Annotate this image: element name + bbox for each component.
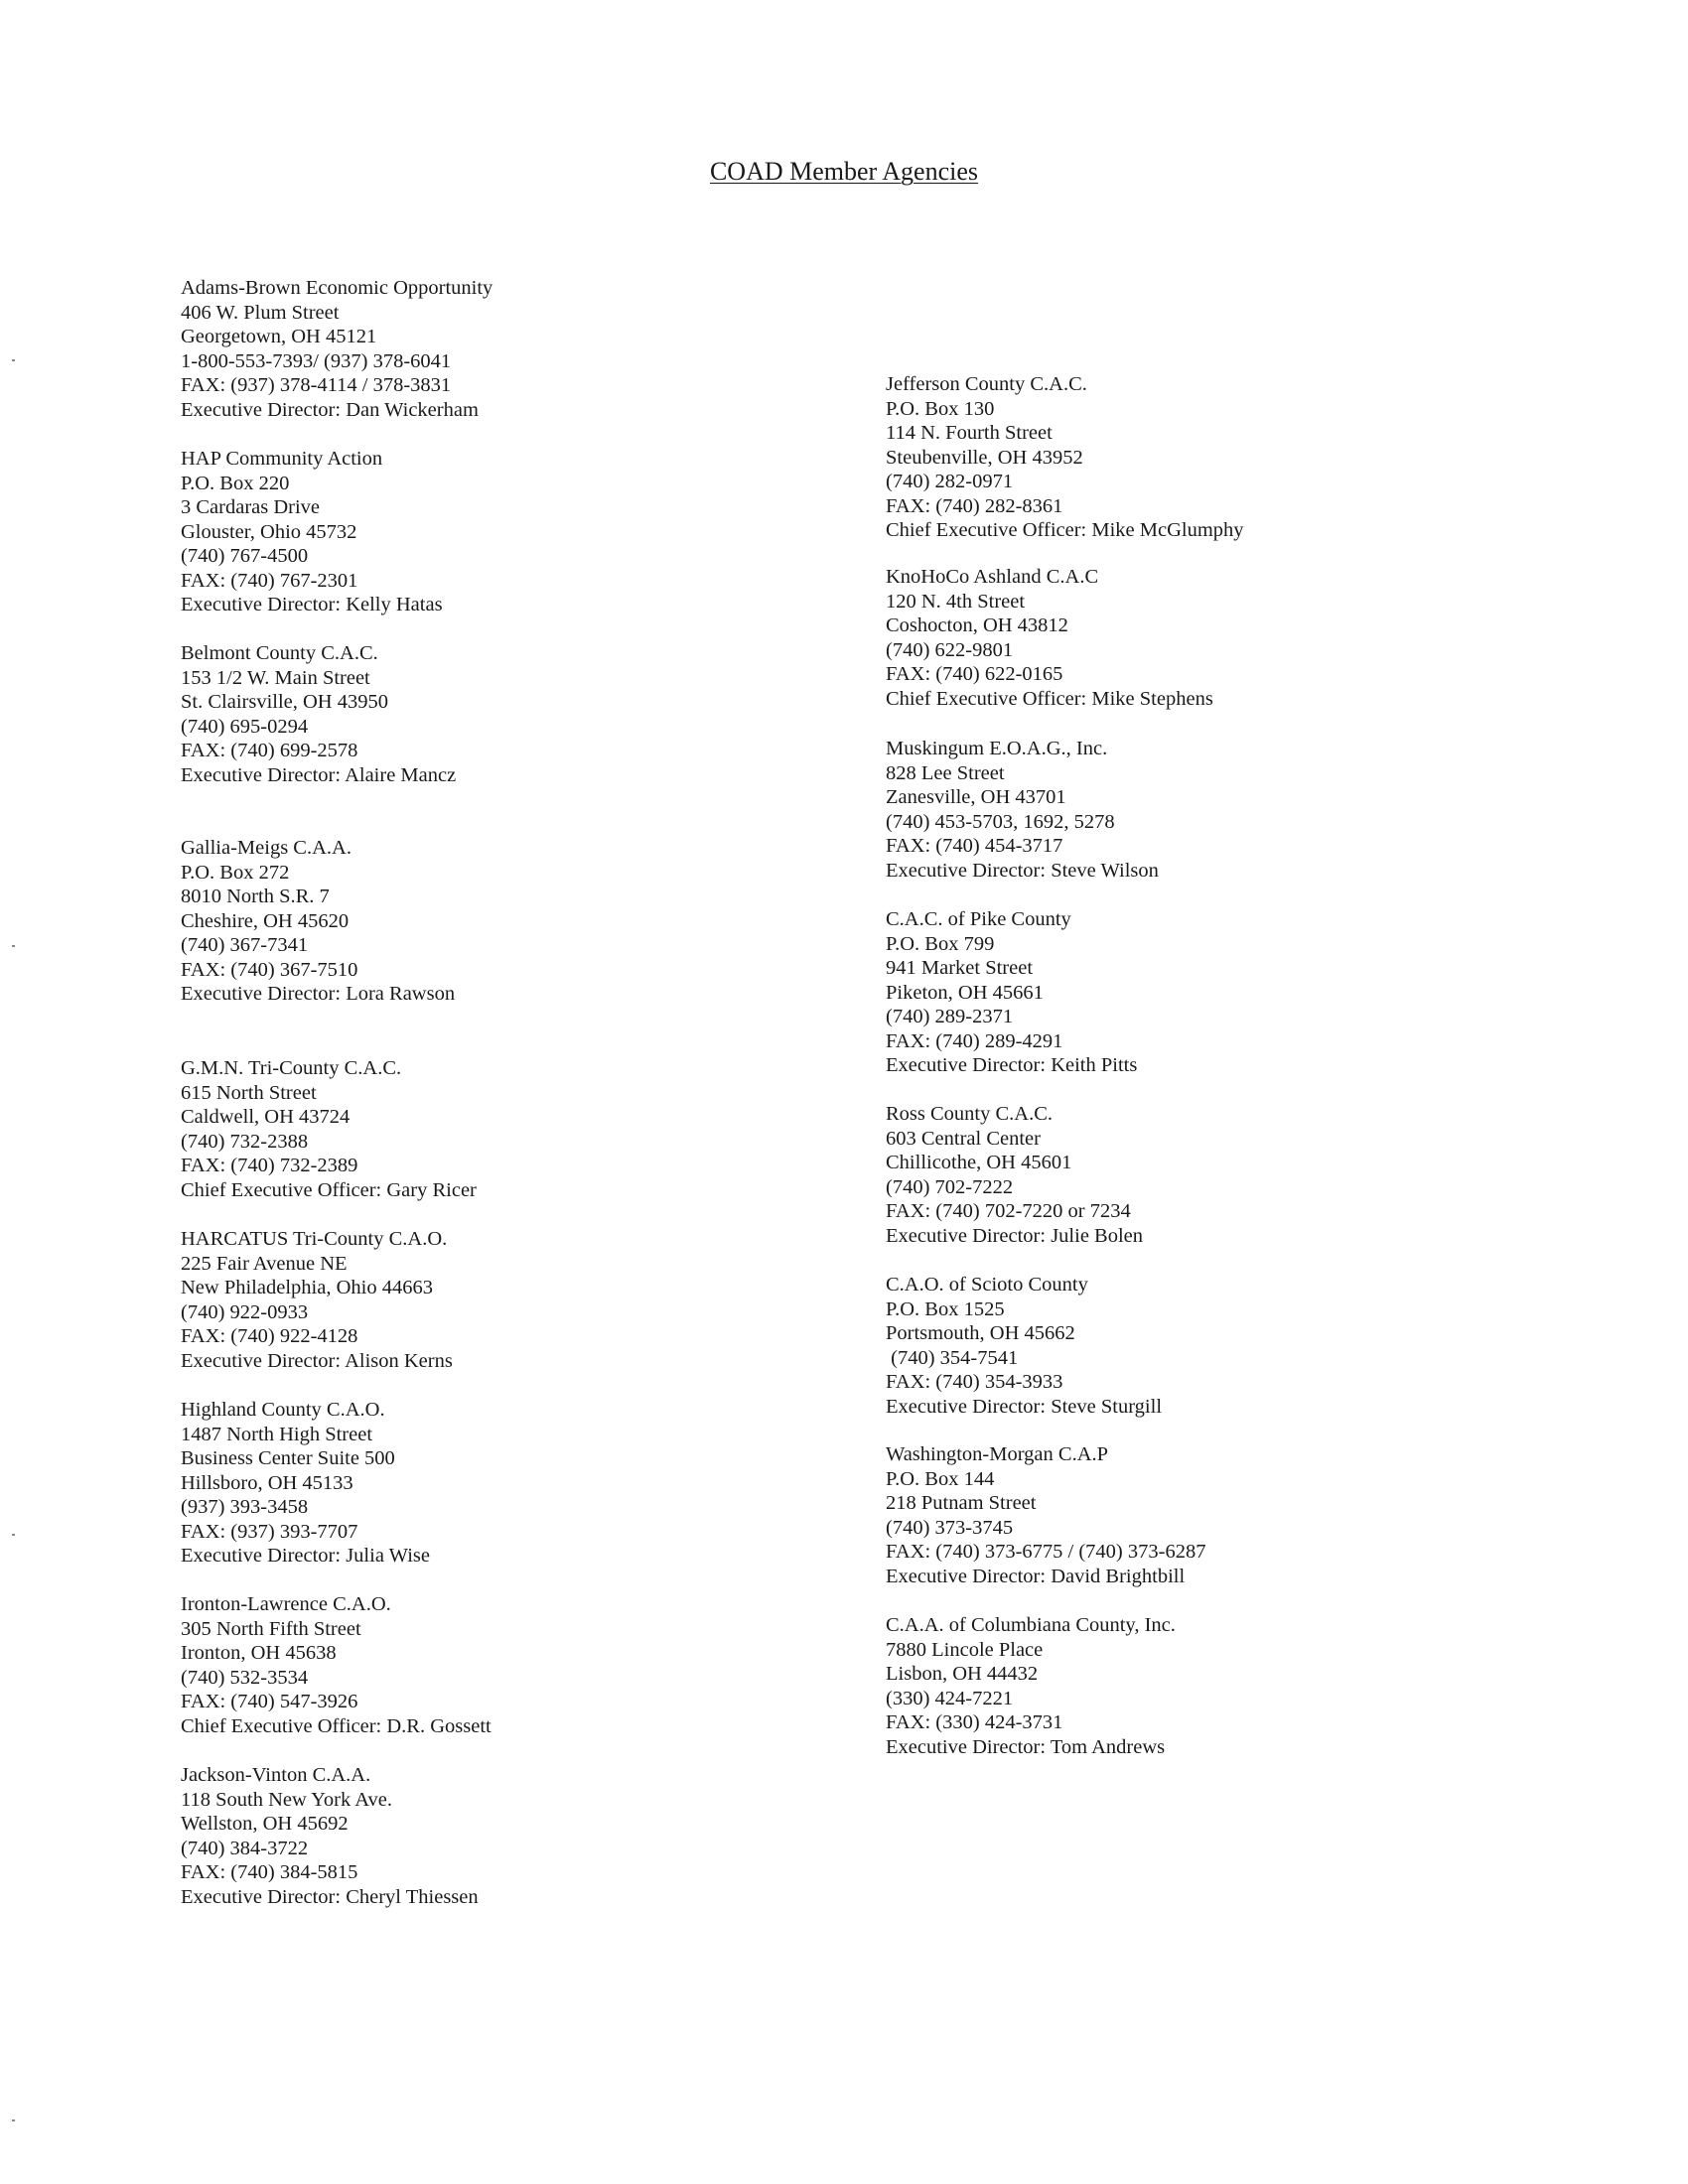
agency-line: (740) 453-5703, 1692, 5278 — [886, 810, 1115, 833]
agency-name: Jackson-Vinton C.A.A. — [181, 1764, 371, 1786]
agency-line: Executive Director: Kelly Hatas — [181, 594, 443, 615]
agency-line: FAX: (740) 367-7510 — [181, 958, 358, 981]
agency-line: 406 W. Plum Street — [181, 301, 340, 324]
agency-line: 615 North Street — [181, 1081, 317, 1104]
agency-line: Piketon, OH 45661 — [886, 981, 1044, 1004]
agency-line: Lisbon, OH 44432 — [886, 1663, 1039, 1685]
agency-name: Highland County C.A.O. — [181, 1399, 385, 1421]
agency-line: 153 1/2 W. Main Street — [181, 666, 370, 689]
agency-entry — [181, 1763, 479, 1909]
agency-name: Adams-Brown Economic Opportunity — [181, 277, 493, 299]
agency-line: Executive Director: Keith Pitts — [886, 1054, 1138, 1076]
agency-line: FAX: (740) 622-0165 — [886, 663, 1063, 685]
agency-line: 225 Fair Avenue NE — [181, 1252, 348, 1275]
agency-name: C.A.O. of Scioto County — [886, 1274, 1088, 1296]
agency-name: G.M.N. Tri-County C.A.C. — [181, 1057, 402, 1079]
agency-entry — [886, 1613, 1176, 1759]
agency-line: Zanesville, OH 43701 — [886, 786, 1066, 808]
agency-line: 118 South New York Ave. — [181, 1788, 392, 1811]
agency-line: FAX: (740) 547-3926 — [181, 1691, 358, 1712]
margin-mark — [12, 945, 15, 947]
agency-line: 7880 Lincole Place — [886, 1638, 1044, 1661]
agency-entry — [181, 641, 456, 787]
agency-line: Chillicothe, OH 45601 — [886, 1152, 1072, 1173]
agency-name: Belmont County C.A.C. — [181, 642, 378, 664]
agency-line: Executive Director: Alaire Mancz — [181, 763, 457, 786]
agency-line: FAX: (740) 702-7220 or 7234 — [886, 1200, 1131, 1222]
agency-name: Muskingum E.O.A.G., Inc. — [886, 738, 1108, 759]
agency-line: Executive Director: Steve Wilson — [886, 859, 1159, 882]
agency-line: Cheshire, OH 45620 — [181, 909, 350, 932]
agency-line: Executive Director: Julie Bolen — [886, 1224, 1144, 1247]
agency-name: HARCATUS Tri-County C.A.O. — [181, 1228, 448, 1250]
agency-line: 305 North Fifth Street — [181, 1617, 361, 1640]
agency-line: FAX: (740) 282-8361 — [886, 494, 1063, 517]
agency-line: FAX: (740) 922-4128 — [181, 1325, 358, 1347]
agency-line: Georgetown, OH 45121 — [181, 326, 377, 347]
agency-name: HAP Community Action — [181, 448, 383, 470]
agency-line: 3 Cardaras Drive — [181, 496, 321, 518]
agency-line: (740) 532-3534 — [181, 1666, 309, 1689]
margin-mark — [12, 2119, 15, 2121]
agency-line: FAX: (740) 289-4291 — [886, 1029, 1063, 1052]
agency-entry — [886, 1442, 1205, 1588]
agency-line: Executive Director: Tom Andrews — [886, 1735, 1166, 1758]
agency-line: Executive Director: Cheryl Thiessen — [181, 1885, 479, 1908]
agency-line: 8010 North S.R. 7 — [181, 886, 330, 907]
agency-line: Chief Executive Officer: Mike Stephens — [886, 687, 1213, 710]
agency-line: P.O. Box 220 — [181, 472, 290, 494]
agency-line: (740) 622-9801 — [886, 638, 1014, 661]
agency-line: FAX: (330) 424-3731 — [886, 1711, 1063, 1733]
agency-line: Hillsboro, OH 45133 — [181, 1471, 353, 1494]
agency-line: (740) 922-0933 — [181, 1300, 309, 1323]
agency-line: 114 N. Fourth Street — [886, 422, 1053, 444]
agency-line: (740) 732-2388 — [181, 1130, 309, 1153]
agency-line: FAX: (740) 384-5815 — [181, 1861, 358, 1883]
agency-name: C.A.A. of Columbiana County, Inc. — [886, 1614, 1176, 1636]
agency-line: 603 Central Center — [886, 1127, 1041, 1150]
agency-line: 120 N. 4th Street — [886, 590, 1026, 613]
agency-entry — [181, 1056, 477, 1202]
agency-entry — [886, 1102, 1143, 1248]
agency-line: Chief Executive Officer: Gary Ricer — [181, 1178, 477, 1201]
agency-line: Chief Executive Officer: D.R. Gossett — [181, 1714, 492, 1737]
margin-mark — [12, 359, 15, 361]
agency-line: Executive Director: Dan Wickerham — [181, 398, 479, 421]
margin-mark — [12, 1534, 15, 1536]
page-title: COAD Member Agencies — [709, 157, 979, 186]
agency-line: (740) 289-2371 — [886, 1006, 1014, 1027]
agency-entry — [181, 1592, 492, 1738]
agency-line: FAX: (740) 354-3933 — [886, 1371, 1063, 1393]
agency-entry — [886, 907, 1137, 1078]
agency-line: P.O. Box 1525 — [886, 1297, 1005, 1320]
agency-entry — [886, 565, 1213, 711]
agency-line: P.O. Box 144 — [886, 1467, 995, 1490]
agency-name: Jefferson County C.A.C. — [886, 373, 1087, 395]
agency-line: (740) 384-3722 — [181, 1837, 309, 1859]
agency-line: (740) 695-0294 — [181, 715, 309, 738]
agency-line: (740) 702-7222 — [886, 1175, 1014, 1198]
agency-line: Chief Executive Officer: Mike McGlumphy — [886, 519, 1244, 541]
agency-line: 828 Lee Street — [886, 761, 1005, 784]
agency-line: (330) 424-7221 — [886, 1687, 1014, 1709]
agency-line: FAX: (740) 699-2578 — [181, 740, 358, 761]
agency-entry — [181, 1398, 430, 1569]
agency-line: Executive Director: Steve Sturgill — [886, 1395, 1163, 1418]
agency-entry — [181, 836, 455, 1007]
agency-line: Steubenville, OH 43952 — [886, 446, 1083, 469]
agency-line: Executive Director: Alison Kerns — [181, 1349, 453, 1372]
agency-line: Ironton, OH 45638 — [181, 1642, 337, 1664]
agency-line: (740) 373-3745 — [886, 1516, 1014, 1539]
agency-line: FAX: (740) 732-2389 — [181, 1155, 358, 1176]
agency-line: Business Center Suite 500 — [181, 1447, 395, 1469]
agency-line: (740) 354-7541 — [886, 1346, 1019, 1369]
agency-line: 1487 North High Street — [181, 1423, 373, 1445]
agency-entry — [886, 737, 1159, 883]
agency-line: Caldwell, OH 43724 — [181, 1106, 351, 1128]
agency-line: Wellston, OH 45692 — [181, 1813, 349, 1835]
agency-entry — [181, 447, 443, 617]
agency-line: (937) 393-3458 — [181, 1496, 309, 1518]
agency-line: P.O. Box 130 — [886, 397, 995, 420]
agency-entry — [886, 372, 1244, 543]
agency-line: Glouster, Ohio 45732 — [181, 520, 357, 543]
agency-line: Executive Director: David Brightbill — [886, 1565, 1186, 1587]
agency-line: Executive Director: Julia Wise — [181, 1545, 430, 1567]
agency-line: FAX: (740) 454-3717 — [886, 835, 1063, 857]
agency-name: Ironton-Lawrence C.A.O. — [181, 1593, 391, 1615]
agency-name: C.A.C. of Pike County — [886, 908, 1071, 930]
agency-line: (740) 282-0971 — [886, 471, 1014, 492]
agency-entry — [181, 276, 492, 422]
agency-name: Gallia-Meigs C.A.A. — [181, 837, 352, 859]
agency-line: FAX: (937) 393-7707 — [181, 1520, 358, 1543]
agency-line: 218 Putnam Street — [886, 1492, 1037, 1514]
agency-line: New Philadelphia, Ohio 44663 — [181, 1277, 433, 1298]
agency-line: FAX: (740) 767-2301 — [181, 569, 358, 592]
agency-line: Executive Director: Lora Rawson — [181, 983, 456, 1005]
agency-line: P.O. Box 799 — [886, 932, 995, 955]
agency-line: 1-800-553-7393/ (937) 378-6041 — [181, 349, 452, 372]
agency-name: Washington-Morgan C.A.P — [886, 1443, 1109, 1465]
agency-name: KnoHoCo Ashland C.A.C — [886, 566, 1099, 588]
agency-line: (740) 767-4500 — [181, 545, 309, 567]
agency-line: Coshocton, OH 43812 — [886, 614, 1068, 636]
agency-line: 941 Market Street — [886, 957, 1034, 979]
agency-line: St. Clairsville, OH 43950 — [181, 691, 388, 713]
agency-line: P.O. Box 272 — [181, 861, 290, 884]
agency-line: Portsmouth, OH 45662 — [886, 1322, 1075, 1344]
agency-name: Ross County C.A.C. — [886, 1103, 1054, 1125]
agency-line: FAX: (740) 373-6775 / (740) 373-6287 — [886, 1541, 1206, 1563]
agency-entry — [181, 1227, 453, 1373]
agency-entry — [886, 1273, 1162, 1419]
agency-line: (740) 367-7341 — [181, 934, 309, 956]
agency-line: FAX: (937) 378-4114 / 378-3831 — [181, 374, 452, 396]
